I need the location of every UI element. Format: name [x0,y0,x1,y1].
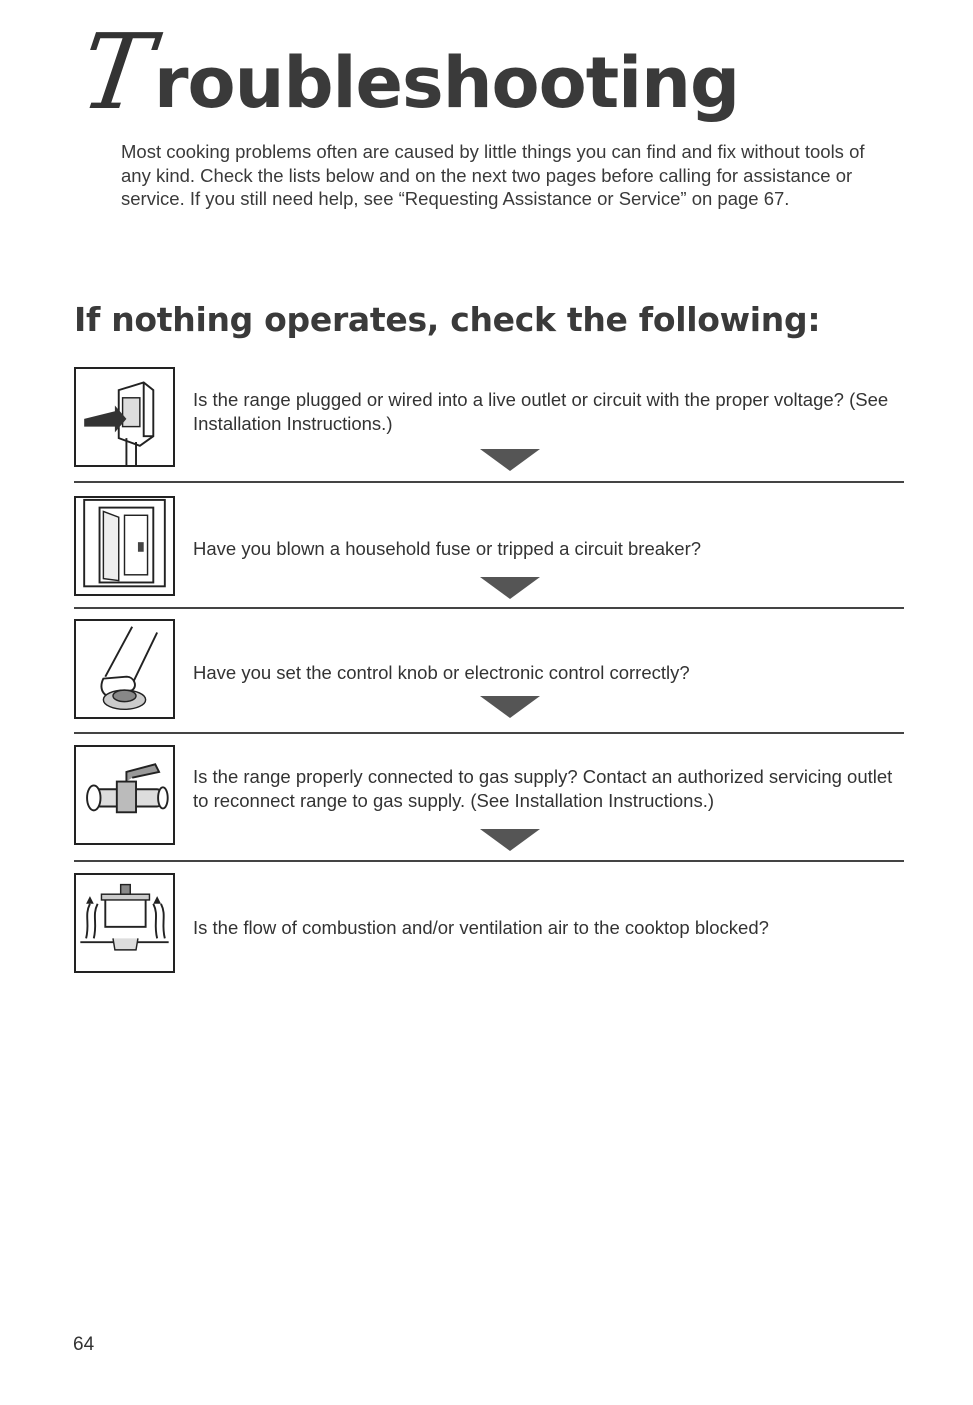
circuit-breaker-panel-icon [74,496,175,596]
divider [74,607,904,609]
page-number: 64 [73,1334,95,1355]
section-heading: If nothing operates, check the following: [74,300,821,339]
check-text-gas: Is the range properly connected to gas supply? Contact an authorized servicing outlet to reconnect range to gas supply. (See Installation Instructions.) [193,766,893,811]
divider [74,732,904,734]
check-text-breaker: Have you blown a household fuse or tripped a circuit breaker? [193,538,702,559]
intro-paragraph: Most cooking problems often are caused by little things you can find and fix without tools of any kind. Check the lists below and on the next two pages before calling for assistance or service. If you still need help, see “Requesting Assistance or Service” on page 67. [121,141,865,209]
down-arrow-icon [480,449,540,471]
check-text-airflow: Is the flow of combustion and/or ventilation air to the cooktop blocked? [193,917,769,938]
divider [74,481,904,483]
down-arrow-icon [480,829,540,851]
check-text-power: Is the range plugged or wired into a live outlet or circuit with the proper voltage? (See Installation Instructions.) [193,389,889,434]
title-initial: T [73,11,160,133]
gas-valve-icon [74,745,175,845]
check-text-control: Have you set the control knob or electronic control correctly? [193,662,690,683]
down-arrow-icon [480,577,540,599]
title-text: roubleshooting [154,42,740,124]
page-title [73,11,782,150]
divider [74,860,904,862]
down-arrow-icon [480,696,540,718]
cooktop-airflow-icon [74,873,175,973]
control-knob-hand-icon [74,619,175,719]
power-plug-icon [74,367,175,467]
